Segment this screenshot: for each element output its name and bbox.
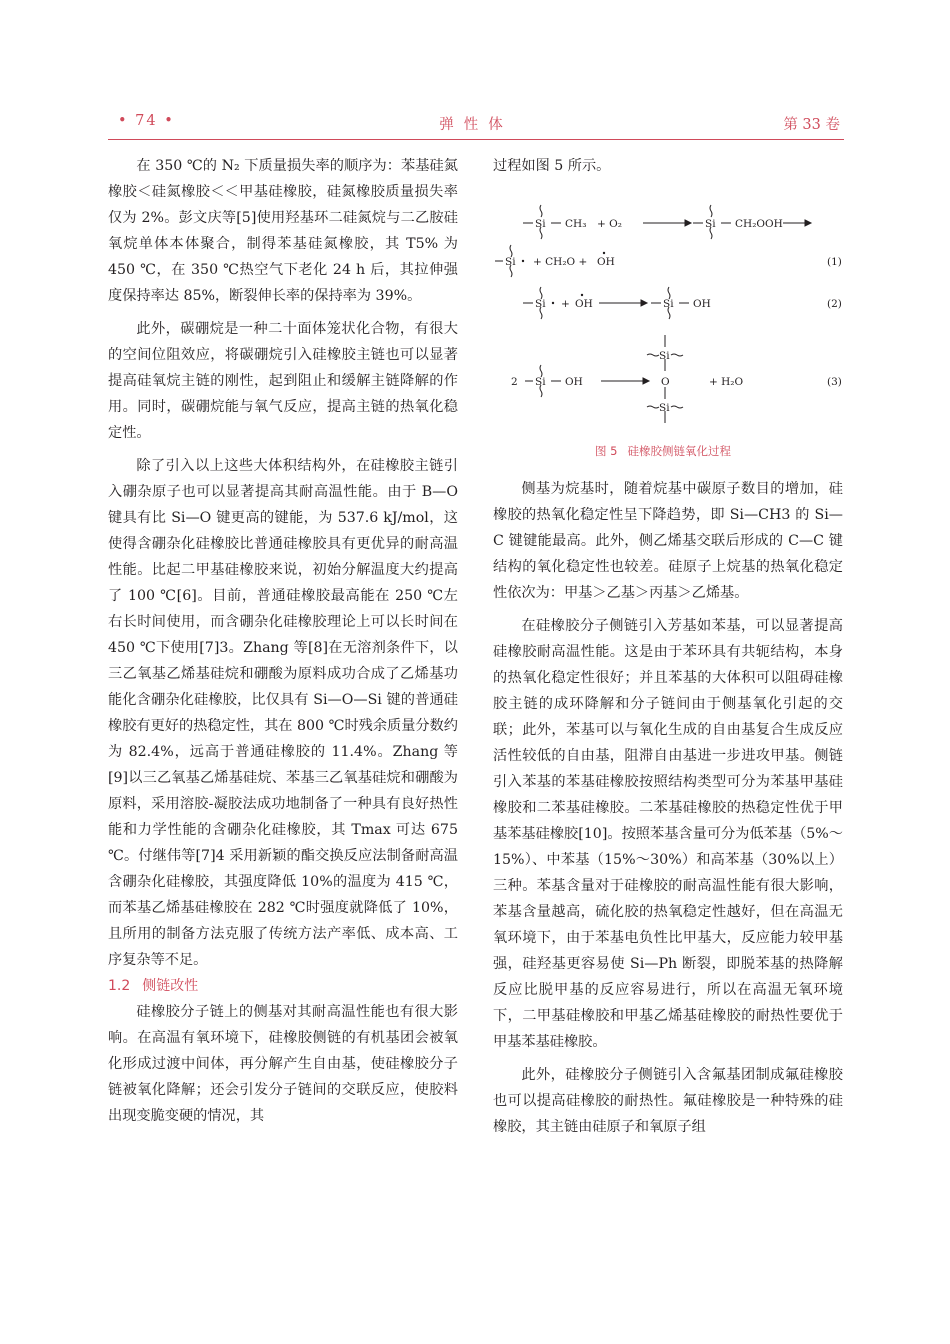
right-column: [493, 153, 843, 1140]
paragraph: 此外，碳硼烷是一种二十面体笼状化合物，有很大的空间位阻效应，将碳硼烷引入硅橡胶主链也可以显著提高硅氧烷主链的刚性，起到阻止和缓解主链降解的作用。同时，碳硼烷能与氧气反应，提高主链的热氧化稳定性。: [108, 321, 458, 441]
si-atom: Si: [535, 376, 546, 388]
section-number: 1.2: [108, 978, 131, 994]
running-header: [108, 113, 844, 140]
paragraph: 在 350 ℃的 N₂ 下质量损失率的顺序为：苯基硅氮橡胶＜硅氮橡胶＜＜甲基硅橡胶，硅氮橡胶质量损失率仅为 2%。彭文庆等[5]使用羟基环二硅氮烷与二乙胺硅氧烷单体本体聚合，制得苯基硅氮橡胶，其 T5% 为 450 ℃，在 350 ℃热空气下老化 24 h 后，其拉伸强度保持率达 85%，断裂伸长率的保持率为 39%。: [108, 158, 458, 304]
paragraph: 硅橡胶分子链上的侧基对其耐高温性能也有很大影响。在高温有氧环境下，硅橡胶侧链的有机基团会被氧化形成过渡中间体，再分解产生自由基，使硅橡胶分子链被氧化降解；还会引发分子链间的交联反应，使胶料出现变脆变硬的情况，其: [108, 1004, 458, 1124]
si-atom: Si: [505, 256, 516, 268]
formaldehyde-product: + CH₂O +: [533, 256, 588, 268]
hydroxyl-radical: OH: [597, 256, 615, 268]
water-product: + H₂O: [709, 376, 744, 388]
volume-label: 第 33 卷: [783, 117, 840, 133]
equation-number-2: (2): [827, 298, 842, 310]
silanol-group: OH: [693, 298, 711, 310]
bridging-oxygen: O: [661, 376, 670, 388]
page-number: • 74 •: [118, 113, 175, 129]
equation-number-1: (1): [827, 256, 842, 268]
hydroperoxide-group: CH₂OOH: [735, 218, 783, 230]
section-title: 侧链改性: [142, 978, 199, 994]
figure-caption-text: 硅橡胶侧链氧化过程: [627, 444, 731, 458]
paragraph: 过程如图 5 所示。: [493, 158, 611, 174]
oxygen-reactant: + O₂: [597, 218, 622, 230]
hydroxyl-radical: OH: [575, 298, 593, 310]
plus-sign: +: [561, 298, 570, 310]
si-atom: Si: [659, 350, 670, 362]
si-atom: Si: [705, 218, 716, 230]
left-column: [108, 153, 458, 1129]
figure-5: [493, 187, 843, 464]
journal-title: 弹性体: [439, 117, 513, 133]
si-atom: Si: [535, 298, 546, 310]
methyl-group: CH₃: [565, 218, 587, 230]
equation-number-3: (3): [827, 376, 842, 388]
paragraph: 侧基为烷基时，随着烷基中碳原子数目的增加，硅橡胶的热氧化稳定性呈下降趋势，即 Si—CH3 的 Si—C 键键能最高。此外，侧乙烯基交联后形成的 C—C 键结构的氧化稳定性也较差。硅原子上烷基的热氧化稳定性依次为：甲基＞乙基＞丙基＞乙烯基。: [493, 481, 843, 601]
silanol-group: OH: [565, 376, 583, 388]
figure-caption: [493, 438, 843, 464]
paragraph: 除了引入以上这些大体积结构外，在硅橡胶主链引入硼杂原子也可以显著提高其耐高温性能。由于 B—O 键具有比 Si—O 键更高的键能，为 537.6 kJ/mol，这使得含硼杂化硅橡胶比普通硅橡胶具有更优异的耐高温性能。比起二甲基硅橡胶来说，初始分解温度大约提高了 100 ℃[6]。目前，普通硅橡胶最高能在 250 ℃左右长时间使用，而含硼杂化硅橡胶理论上可以长时间在 450 ℃下使用[7]3。Zhang 等[8]在无溶剂条件下，以三乙氧基乙烯基硅烷和硼酸为原料成功合成了乙烯基功能化含硼杂化硅橡胶，比仅具有 Si—O—Si 键的普通硅橡胶有更好的热稳定性，其在 800 ℃时残余质量分数约为 82.4%，远高于普通硅橡胶的 11.4%。Zhang 等[9]以三乙氧基乙烯基硅烷、苯基三乙氧基硅烷和硼酸为原料，采用溶胶-凝胶法成功地制备了一种具有良好热性能和力学性能的含硼杂化硅橡胶，其 Tmax 可达 675 ℃。付继伟等[7]4 采用新颖的酯交换反应法制备耐高温含硼杂化硅橡胶，其强度降低 10%的温度为 415 ℃，而苯基乙烯基硅橡胶在 282 ℃时强度就降低了 10%，且所用的制备方法克服了传统方法产率低、成本高、工序复杂等不足。: [108, 458, 458, 968]
stoich-coefficient: 2: [511, 376, 518, 388]
section-heading: [108, 973, 458, 999]
paragraph: 在硅橡胶分子侧链引入芳基如苯基，可以显著提高硅橡胶耐高温性能。这是由于苯环具有共轭结构，本身的热氧化稳定性很好；并且苯基的大体积可以阻碍硅橡胶主链的成环降解和分子链间由于侧基氧化引起的交联；此外，苯基可以与氧化生成的自由基复合生成反应活性较低的自由基，阻滞自由基进一步进攻甲基。侧链引入苯基的苯基硅橡胶按照结构类型可分为苯基甲基硅橡胶和二苯基硅橡胶。二苯基硅橡胶的热稳定性优于甲基苯基硅橡胶[10]。按照苯基含量可分为低苯基（5%～15%）、中苯基（15%～30%）和高苯基（30%以上）三种。苯基含量对于硅橡胶的耐高温性能有很大影响，苯基含量越高，硫化胶的热氧稳定性越好，但在高温无氧环境下，由于苯基电负性比甲基大，反应能力较甲基强，硅羟基更容易使 Si—Ph 断裂，即脱苯基的热降解反应比脱甲基的反应容易进行，所以在高温无氧环境下，二甲基硅橡胶和甲基乙烯基硅橡胶的耐热性要优于甲基苯基硅橡胶。: [493, 618, 843, 1050]
figure-label: 图 5: [595, 444, 618, 458]
si-atom: Si: [535, 218, 546, 230]
si-atom: Si: [659, 402, 670, 414]
si-atom: Si: [663, 298, 674, 310]
paragraph: 此外，硅橡胶分子侧链引入含氟基团制成氟硅橡胶也可以提高硅橡胶的耐热性。氟硅橡胶是一种特殊的硅橡胶，其主链由硅原子和氧原子组: [493, 1067, 843, 1135]
reaction-scheme: [493, 187, 843, 427]
